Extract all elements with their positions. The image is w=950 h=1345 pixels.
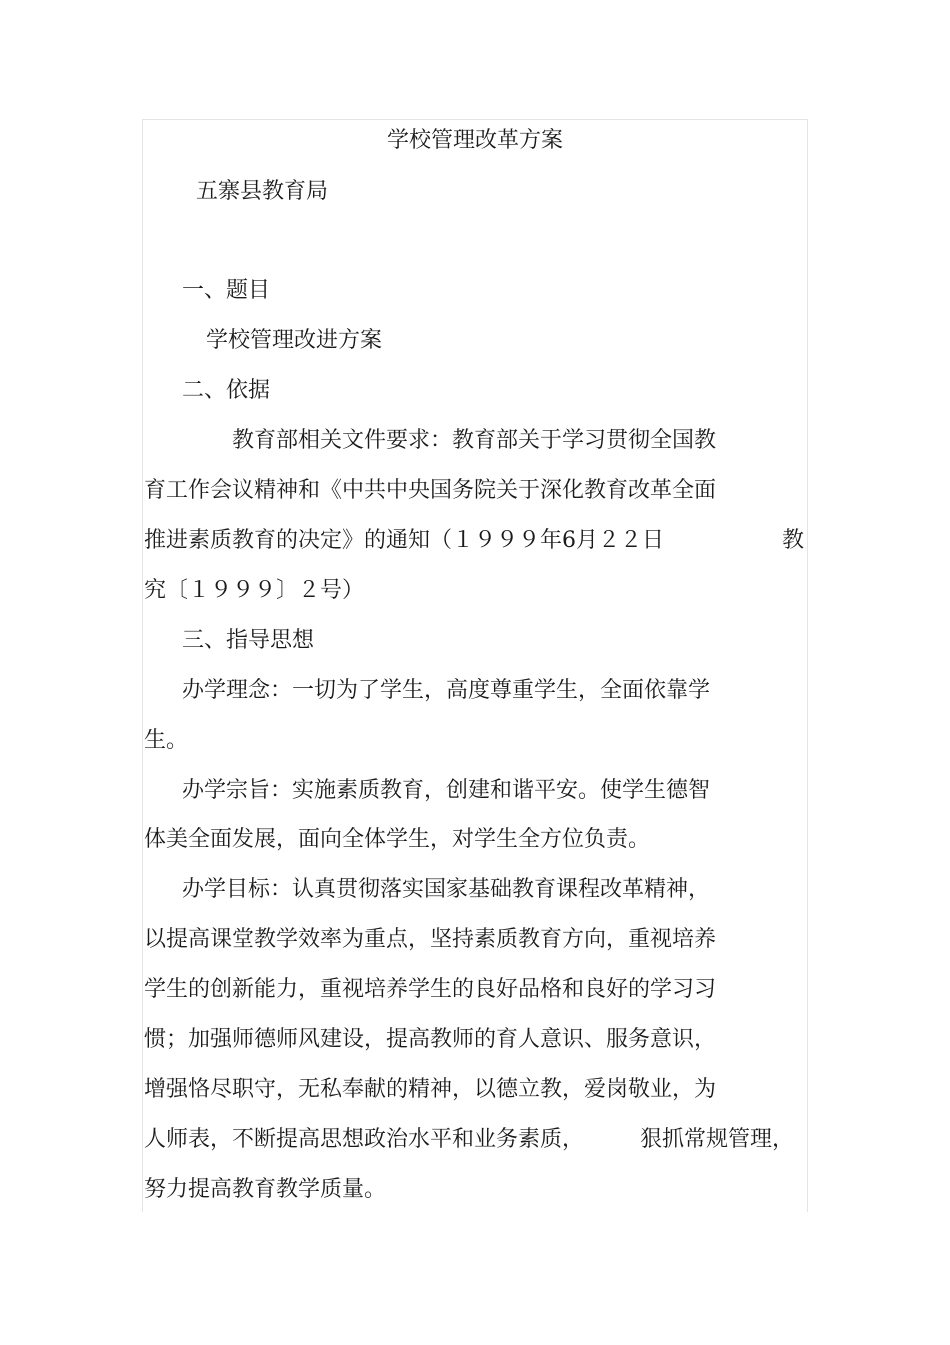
section-2-line: 教育部相关文件要求：教育部关于学习贯彻全国教 bbox=[232, 428, 717, 453]
section-1-heading: 一、题目 bbox=[182, 278, 271, 303]
purpose-line: 办学宗旨：实施素质教育，创建和谐平安。使学生德智 bbox=[182, 778, 711, 803]
page-frame-right bbox=[807, 119, 808, 1212]
section-2-line: 推进素质教育的决定》的通知（１９９９年6月２２日 bbox=[144, 528, 664, 553]
goal-line: 以提高课堂教学效率为重点，坚持素质教育方向，重视培养 bbox=[144, 927, 717, 952]
section-2-line: 究〔１９９９〕２号） bbox=[144, 578, 365, 603]
goal-line-end: 狠抓常规管理， bbox=[640, 1127, 795, 1152]
page-frame-left bbox=[142, 119, 143, 1212]
document-title: 学校管理改革方案 bbox=[386, 128, 563, 153]
goal-line: 人师表，不断提高思想政治水平和业务素质， bbox=[144, 1127, 585, 1152]
section-1-body: 学校管理改进方案 bbox=[206, 328, 383, 353]
philosophy-line: 生。 bbox=[144, 728, 189, 753]
section-2-line-end: 教 bbox=[782, 528, 805, 553]
goal-line: 学生的创新能力，重视培养学生的良好品格和良好的学习习 bbox=[144, 977, 717, 1002]
goal-line: 惯；加强师德师风建设，提高教师的育人意识、服务意识， bbox=[144, 1027, 717, 1052]
philosophy-line: 办学理念：一切为了学生，高度尊重学生，全面依靠学 bbox=[182, 678, 711, 703]
section-2-line: 育工作会议精神和《中共中央国务院关于深化教育改革全面 bbox=[144, 478, 717, 503]
goal-line: 办学目标：认真贯彻落实国家基础教育课程改革精神， bbox=[182, 877, 711, 902]
section-3-heading: 三、指导思想 bbox=[182, 628, 315, 653]
goal-line: 增强恪尽职守，无私奉献的精神，以德立教，爱岗敬业，为 bbox=[144, 1077, 717, 1102]
page-frame-top bbox=[142, 119, 808, 120]
purpose-line: 体美全面发展，面向全体学生，对学生全方位负责。 bbox=[144, 827, 651, 852]
goal-line: 努力提高教育教学质量。 bbox=[144, 1177, 387, 1202]
document-author: 五寨县教育局 bbox=[196, 179, 329, 204]
section-2-heading: 二、依据 bbox=[182, 378, 271, 403]
